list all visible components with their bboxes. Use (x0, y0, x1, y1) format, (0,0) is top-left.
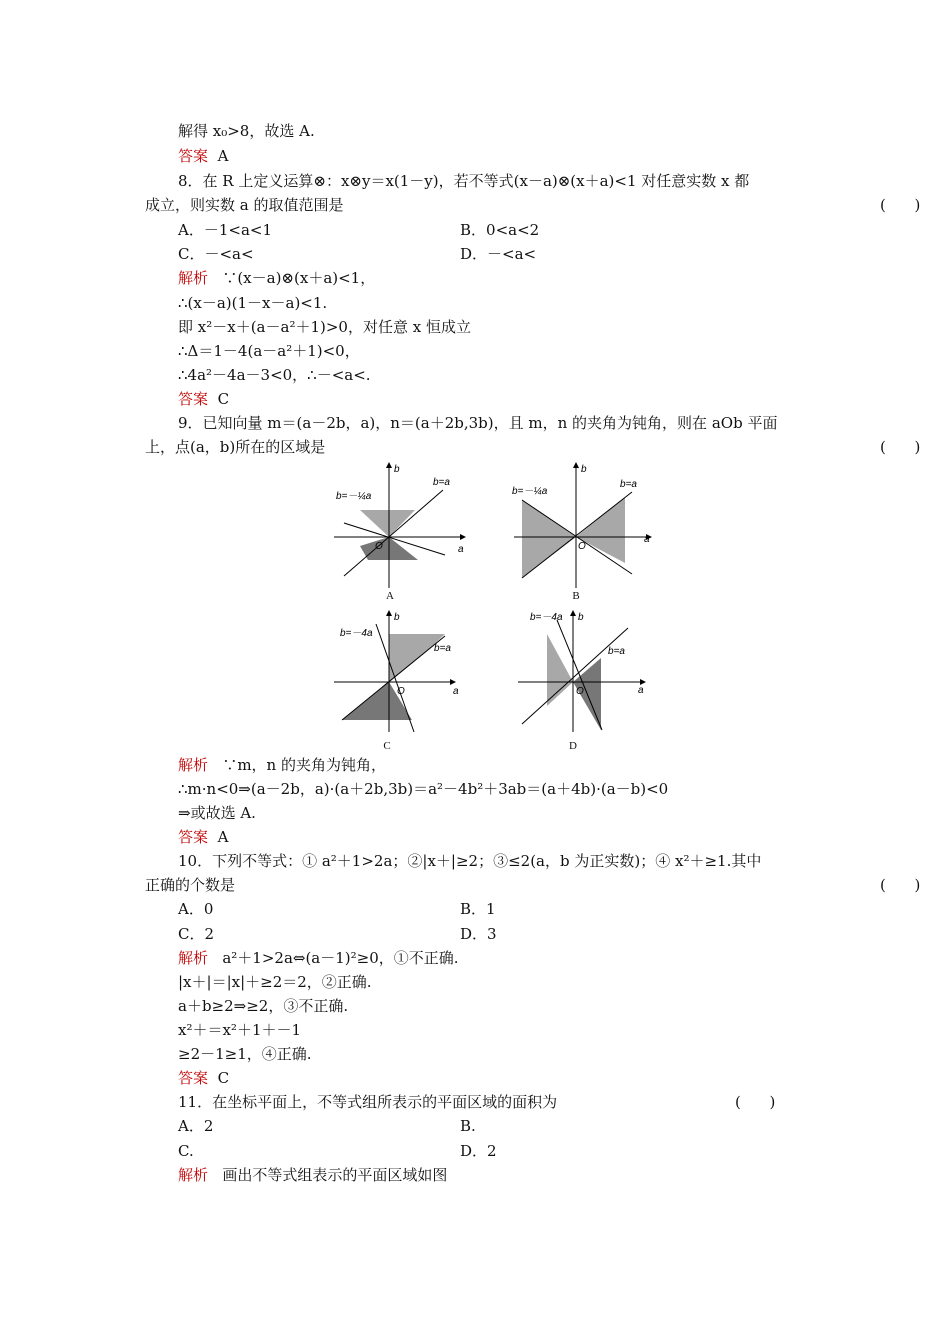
analysis-text: ∵m，n 的夹角为钝角， (222, 756, 386, 774)
option-c: C．2 (178, 925, 215, 943)
option-d: D．3 (460, 925, 497, 943)
answer-paren: ( ) (735, 1093, 776, 1111)
answer-paren: ( ) (880, 196, 921, 214)
line-label: b=－4a (340, 628, 373, 639)
line-label: b=a (608, 646, 625, 657)
figure-b (510, 460, 660, 610)
solution-line: ∴Δ＝1－4(a－a²＋1)<0， (178, 342, 360, 360)
question-11-text: 11．在坐标平面上，不等式组所表示的平面区域的面积为 (178, 1093, 558, 1111)
origin-label: O (375, 541, 383, 552)
axis-label: a (644, 534, 650, 545)
question-10-line2 (145, 874, 945, 896)
question-9-text: 上，点(a，b)所在的区域是 (145, 438, 326, 456)
analysis-line (178, 754, 386, 776)
analysis-text: 画出不等式组表示的平面区域如图 (222, 1166, 448, 1184)
origin-label: O (576, 686, 584, 697)
analysis-line (178, 1164, 447, 1186)
option-b: B. (460, 1117, 476, 1135)
solution-line: 解得 x₀>8，故选 A. (178, 122, 315, 140)
solution-line: ≥2－1≥1，④正确. (178, 1045, 312, 1063)
analysis-label: 解析 (178, 949, 209, 967)
answer-label: 答案 (178, 1069, 209, 1087)
axis-label: a (458, 544, 464, 555)
question-10-line1: 10．下列不等式：① a²＋1>2a；②|x＋|≥2；③≤2(a，b 为正实数)；④ x²＋≥1.其中 (178, 852, 762, 870)
answer-line (178, 145, 228, 167)
option-b: B．1 (460, 900, 496, 918)
line-label: b=－4a (530, 612, 563, 623)
answer-label: 答案 (178, 147, 209, 165)
analysis-line (178, 947, 459, 969)
option-a: A．2 (178, 1117, 214, 1135)
option-c: C．－<a< (178, 245, 254, 263)
line-label: b=a (620, 479, 637, 490)
answer-value: A (217, 147, 229, 165)
analysis-line (178, 267, 375, 289)
axis-label: a (638, 685, 644, 696)
option-a: A．－1<a<1 (178, 221, 272, 239)
answer-value: A (217, 828, 229, 846)
analysis-label: 解析 (178, 756, 209, 774)
solution-line: x²＋＝x²＋1＋－1 (178, 1021, 302, 1039)
option-d: D．2 (460, 1142, 497, 1160)
figure-c (330, 610, 470, 760)
solution-line: |x＋|＝|x|＋≥2＝2，②正确. (178, 973, 372, 991)
axis-label: b (578, 612, 584, 623)
figure-d (510, 610, 660, 760)
axis-label: b (394, 612, 400, 623)
line-label: b=－¼a (336, 491, 372, 502)
option-c: C. (178, 1142, 194, 1160)
solution-line: ∴(x－a)(1－x－a)<1. (178, 294, 328, 312)
analysis-text: ∵(x－a)⊗(x＋a)<1， (222, 269, 376, 287)
axis-label: b (581, 464, 587, 475)
figure-caption: B (572, 590, 580, 602)
line-label: b=a (433, 477, 450, 488)
answer-value: C (217, 390, 230, 408)
option-b: B．0<a<2 (460, 221, 540, 239)
answer-label: 答案 (178, 828, 209, 846)
answer-paren: ( ) (880, 438, 921, 456)
analysis-label: 解析 (178, 269, 209, 287)
question-9-line1: 9．已知向量 m＝(a－2b，a)，n＝(a＋2b,3b)，且 m，n 的夹角为钝角，则在 aOb 平面 (178, 414, 778, 432)
axis-label: a (453, 686, 459, 697)
question-9-line2 (145, 436, 945, 458)
origin-label: O (578, 541, 586, 552)
question-11-line1 (178, 1091, 948, 1113)
solution-line: ∴m·n<0⇒(a－2b，a)·(a＋2b,3b)＝a²－4b²＋3ab＝(a＋4b)·(a－b)<0 (178, 780, 669, 798)
figure-caption: A (386, 590, 394, 602)
answer-line (178, 388, 229, 410)
axis-label: b (394, 464, 400, 475)
solution-line: 即 x²－x＋(a－a²＋1)>0，对任意 x 恒成立 (178, 318, 471, 336)
figure-a (330, 460, 470, 610)
analysis-label: 解析 (178, 1166, 209, 1184)
origin-label: O (397, 686, 405, 697)
figure-caption: D (569, 740, 577, 752)
analysis-text: a²＋1>2a⇔(a－1)²≥0，①不正确. (222, 949, 459, 967)
solution-line: ⇒或故选 A. (178, 804, 256, 822)
answer-line (178, 826, 228, 848)
solution-line: a＋b≥2⇒≥2，③不正确. (178, 997, 349, 1015)
answer-label: 答案 (178, 390, 209, 408)
question-8-line2 (145, 194, 945, 216)
question-10-text: 正确的个数是 (145, 876, 236, 894)
answer-line (178, 1067, 229, 1089)
line-label: b=－¼a (512, 486, 548, 497)
option-a: A．0 (178, 900, 214, 918)
question-8-text: 成立，则实数 a 的取值范围是 (145, 196, 344, 214)
answer-value: C (217, 1069, 230, 1087)
question-8-line1: 8．在 R 上定义运算⊗：x⊗y＝x(1－y)，若不等式(x－a)⊗(x＋a)<1 对任意实数 x 都 (178, 172, 750, 190)
option-d: D．－<a< (460, 245, 537, 263)
answer-paren: ( ) (880, 876, 921, 894)
figure-caption: C (383, 740, 391, 752)
solution-line: ∴4a²－4a－3<0，∴－<a<. (178, 366, 371, 384)
line-label: b=a (434, 643, 451, 654)
